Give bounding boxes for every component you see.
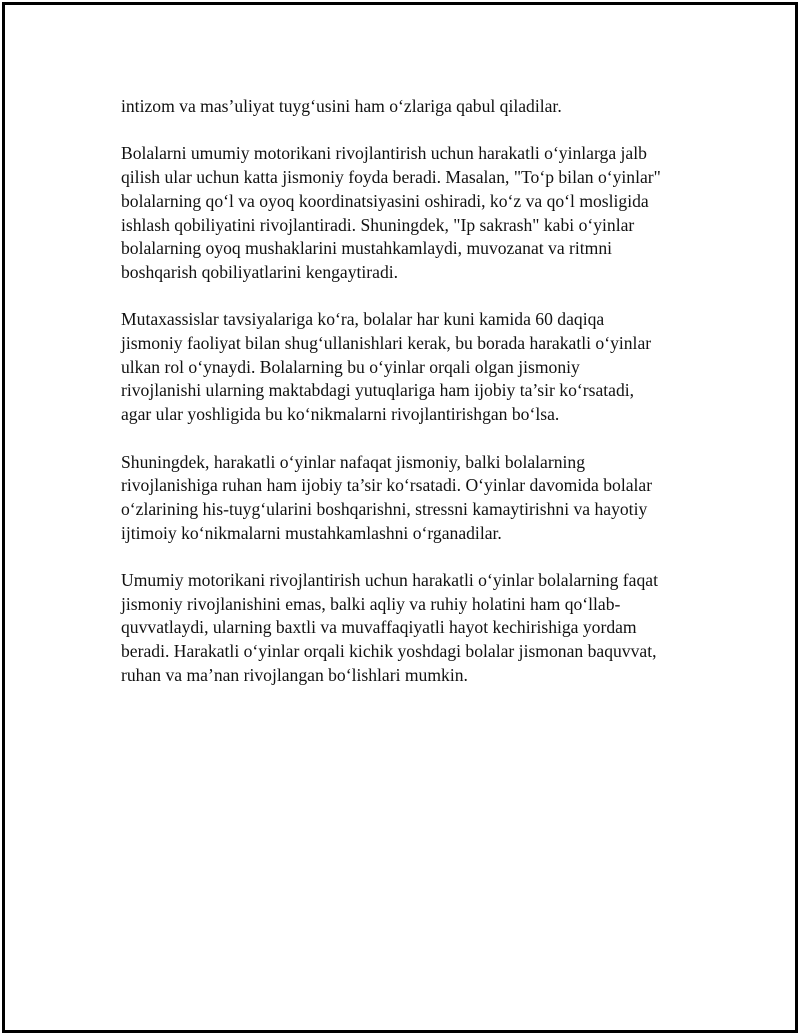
paragraph-2 (121, 142, 701, 284)
text-line: Mutaxassislar tavsiyalariga ko‘ra, bolalar har kuni kamida 60 daqiqa (121, 309, 605, 330)
text-line: beradi. Harakatli o‘yinlar orqali kichik yoshdagi bolalar jismonan baquvvat, (121, 641, 657, 662)
text-line: bolalarning oyoq mushaklarini mustahkamlaydi, muvozanat va ritmni (121, 238, 613, 259)
text-line: bolalarning qo‘l va oyoq koordinatsiyasini oshiradi, ko‘z va qo‘l mosligida (121, 190, 649, 211)
text-line: rivojlanishi ularning maktabdagi yutuqlariga ham ijobiy ta’sir ko‘rsatadi, (121, 380, 635, 401)
page-frame (2, 2, 798, 1033)
text-line: intizom va mas’uliyat tuyg‘usini ham o‘zlariga qabul qiladilar. (121, 96, 562, 116)
text-line: jismoniy rivojlanishini emas, balki aqliy va ruhiy holatini ham qo‘llab- (121, 593, 621, 614)
text-line: Umumiy motorikani rivojlantirish uchun harakatli o‘yinlar bolalarning faqat (121, 570, 658, 590)
paragraph-4 (121, 451, 701, 546)
text-line: Bolalarni umumiy motorikani rivojlantirish uchun harakatli o‘yinlarga jalb (121, 143, 647, 164)
text-line: Shuningdek, harakatli o‘yinlar nafaqat jismoniy, balki bolalarning (121, 451, 586, 472)
document-body (121, 95, 701, 711)
text-line: rivojlanishiga ruhan ham ijobiy ta’sir ko‘rsatadi. O‘yinlar davomida bolalar (121, 475, 653, 496)
paragraph-5 (121, 569, 701, 688)
paragraph-3 (121, 308, 701, 427)
text-line: jismoniy faoliyat bilan shug‘ullanishlari kerak, bu borada harakatli o‘yinlar (121, 333, 652, 353)
text-line: o‘zlarining his-tuyg‘ularini boshqarishni, stressni kamaytirishni va hayotiy (121, 498, 648, 519)
text-line: quvvatlaydi, ularning baxtli va muvaffaqiyatli hayot kechirishiga yordam (121, 617, 637, 638)
text-line: boshqarish qobiliyatlarini kengaytiradi. (121, 261, 399, 282)
text-line: ishlash qobiliyatini rivojlantiradi. Shuningdek, "Ip sakrash" kabi o‘yinlar (121, 214, 635, 235)
text-line: ijtimoiy ko‘nikmalarni mustahkamlashni o‘rganadilar. (121, 522, 502, 543)
text-line: agar ular yoshligida bu ko‘nikmalarni rivojlantirishgan bo‘lsa. (121, 404, 560, 425)
text-line: ruhan va ma’nan rivojlangan bo‘lishlari mumkin. (121, 664, 468, 685)
text-line: qilish ular uchun katta jismoniy foyda beradi. Masalan, "To‘p bilan o‘yinlar" (121, 167, 661, 188)
text-line: ulkan rol o‘ynaydi. Bolalarning bu o‘yinlar orqali olgan jismoniy (121, 356, 580, 377)
paragraph-1 (121, 95, 701, 119)
